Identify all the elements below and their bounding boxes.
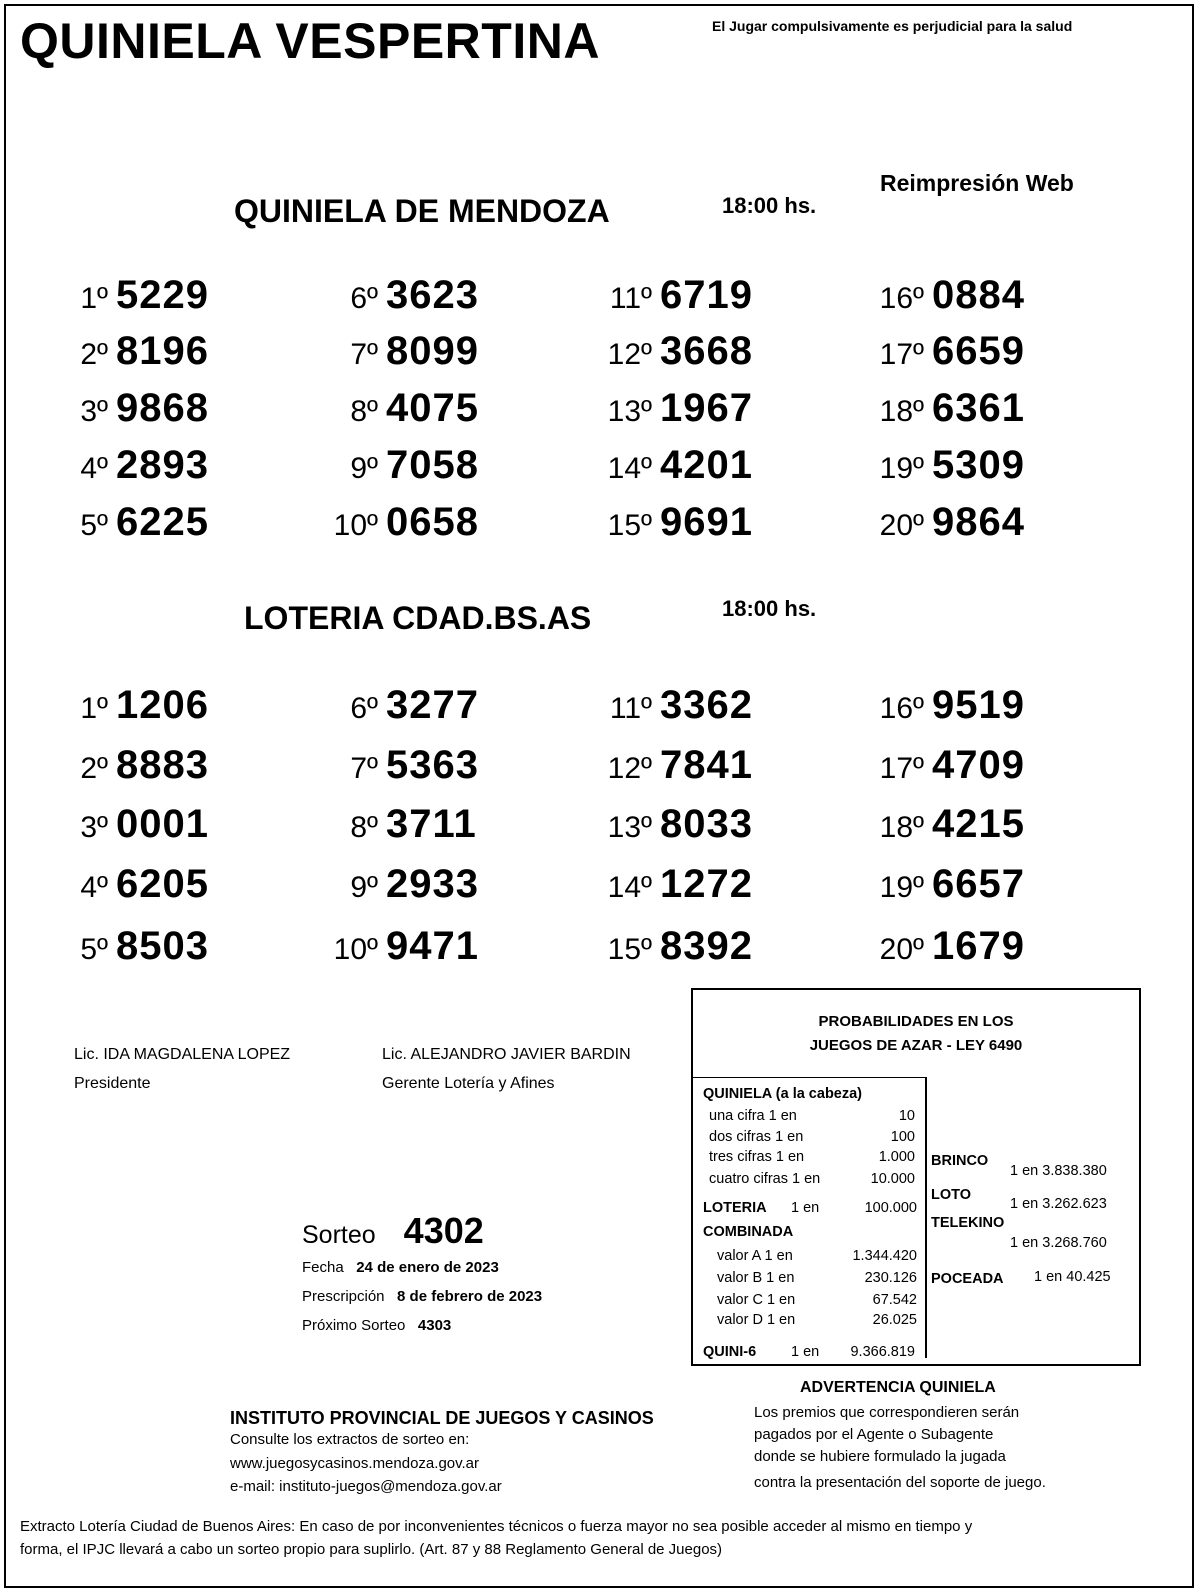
result-entry	[318, 924, 479, 969]
result-entry	[48, 862, 209, 907]
prescripcion-label: Prescripción	[302, 1288, 385, 1305]
result-number: 0001	[116, 802, 209, 846]
institute-email: e-mail: instituto-juegos@mendoza.gov.ar	[230, 1478, 502, 1495]
result-number: 7841	[660, 743, 753, 787]
probabilities-heading-line2: JUEGOS DE AZAR - LEY 6490	[809, 1037, 1023, 1054]
result-entry	[864, 329, 1025, 374]
result-entry	[864, 683, 1025, 728]
footer-line-2: forma, el IPJC llevará a cabo un sorteo propio para suplirlo. (Art. 87 y 88 Reglamento General de Juegos)	[20, 1541, 723, 1558]
telekino-prob-label: TELEKINO	[931, 1215, 1005, 1231]
result-number: 5229	[116, 273, 209, 317]
result-entry	[592, 273, 753, 318]
institute-line-1: Consulte los extractos de sorteo en:	[230, 1431, 470, 1448]
result-number: 4075	[386, 386, 479, 430]
result-entry	[864, 862, 1025, 907]
combinada-prob-row-label: valor C 1 en	[717, 1292, 796, 1308]
fecha-row	[302, 1259, 499, 1276]
result-position: 9º	[350, 452, 378, 485]
advertencia-title: ADVERTENCIA QUINIELA	[800, 1379, 996, 1396]
result-number: 3668	[660, 329, 753, 373]
mendoza-time: 18:00 hs.	[722, 193, 817, 218]
result-position: 2º	[80, 752, 108, 785]
result-number: 6719	[660, 273, 753, 317]
fecha-value: 24 de enero de 2023	[356, 1259, 499, 1276]
result-number: 8883	[116, 743, 209, 787]
result-position: 13º	[607, 395, 652, 428]
result-entry	[318, 443, 479, 488]
prescripcion-value: 8 de febrero de 2023	[397, 1288, 543, 1305]
brinco-prob-value: 1 en 3.838.380	[1010, 1163, 1107, 1179]
result-position: 8º	[350, 811, 378, 844]
signature-right-role: Gerente Lotería y Afines	[382, 1075, 555, 1092]
quini6-prob-en: 1 en	[791, 1344, 820, 1360]
result-entry	[48, 743, 209, 788]
result-entry	[318, 743, 479, 788]
brinco-prob-label: BRINCO	[931, 1153, 989, 1169]
result-entry	[592, 683, 753, 728]
result-entry	[592, 862, 753, 907]
result-entry	[592, 329, 753, 374]
result-number: 6659	[932, 329, 1025, 373]
result-number: 3362	[660, 683, 753, 727]
signature-left-name: Lic. IDA MAGDALENA LOPEZ	[74, 1046, 291, 1063]
result-number: 8503	[116, 924, 209, 968]
result-number: 6225	[116, 500, 209, 544]
institute-website: www.juegosycasinos.mendoza.gov.ar	[230, 1455, 480, 1472]
quiniela-prob-title: QUINIELA (a la cabeza)	[703, 1086, 863, 1102]
poceada-prob-label: POCEADA	[931, 1271, 1004, 1287]
result-position: 18º	[879, 395, 924, 428]
result-number: 9868	[116, 386, 209, 430]
result-entry	[864, 500, 1025, 545]
result-position: 19º	[879, 871, 924, 904]
result-position: 18º	[879, 811, 924, 844]
ciudad-title: LOTERIA CDAD.BS.AS	[244, 600, 592, 636]
result-entry	[864, 386, 1025, 431]
loteria-prob-label: LOTERIA	[703, 1200, 767, 1216]
signature-left-role: Presidente	[74, 1075, 151, 1092]
sorteo-label: Sorteo	[302, 1221, 376, 1249]
result-position: 2º	[80, 338, 108, 371]
proximo-label: Próximo Sorteo	[302, 1317, 406, 1334]
quiniela-prob-row-value: 10.000	[870, 1171, 915, 1187]
institute-title: INSTITUTO PROVINCIAL DE JUEGOS Y CASINOS	[230, 1408, 654, 1428]
poceada-prob-value: 1 en 40.425	[1034, 1269, 1111, 1285]
page-title: QUINIELA VESPERTINA	[20, 13, 600, 69]
combinada-prob-title: COMBINADA	[703, 1224, 794, 1240]
result-position: 7º	[350, 338, 378, 371]
advertencia-line-2: pagados por el Agente o Subagente	[754, 1426, 994, 1443]
result-entry	[592, 743, 753, 788]
result-position: 5º	[80, 933, 108, 966]
combinada-prob-row-value: 67.542	[872, 1292, 917, 1308]
quiniela-prob-row-value: 1.000	[878, 1149, 915, 1165]
result-number: 9691	[660, 500, 753, 544]
result-number: 4201	[660, 443, 753, 487]
result-entry	[864, 273, 1025, 318]
combinada-prob-row-label: valor D 1 en	[717, 1312, 796, 1328]
footer-line-1: Extracto Lotería Ciudad de Buenos Aires: En caso de por inconvenientes técnicos o fuerza mayor no sea posible acceder al mismo en tiempo y	[20, 1518, 973, 1535]
result-position: 1º	[80, 282, 108, 315]
result-entry	[592, 802, 753, 847]
result-position: 3º	[80, 811, 108, 844]
result-position: 3º	[80, 395, 108, 428]
result-entry	[592, 443, 753, 488]
result-position: 9º	[350, 871, 378, 904]
result-position: 8º	[350, 395, 378, 428]
probabilities-heading	[693, 1010, 1139, 1058]
proximo-value: 4303	[417, 1317, 452, 1334]
result-number: 6361	[932, 386, 1025, 430]
quini6-prob-label: QUINI-6	[703, 1344, 757, 1360]
signature-right-name: Lic. ALEJANDRO JAVIER BARDIN	[382, 1046, 631, 1063]
result-entry	[318, 386, 479, 431]
sorteo-number: 4302	[403, 1210, 484, 1251]
loto-prob-label: LOTO	[931, 1187, 972, 1203]
probabilities-box	[691, 988, 1141, 1366]
result-entry	[318, 802, 477, 847]
quiniela-prob-row-value: 100	[890, 1129, 915, 1145]
result-entry	[48, 443, 209, 488]
result-number: 9471	[386, 924, 479, 968]
result-entry	[48, 683, 209, 728]
sorteo-block	[302, 1210, 484, 1252]
result-entry	[48, 329, 209, 374]
result-number: 3711	[386, 802, 477, 846]
result-position: 10º	[333, 933, 378, 966]
result-position: 14º	[607, 871, 652, 904]
advertencia-line-4: contra la presentación del soporte de juego.	[754, 1474, 1046, 1491]
mendoza-title: QUINIELA DE MENDOZA	[234, 193, 610, 229]
result-number: 1967	[660, 386, 753, 430]
result-entry	[318, 273, 479, 318]
loto-prob-value: 1 en 3.262.623	[1010, 1196, 1107, 1212]
result-position: 13º	[607, 811, 652, 844]
fecha-label: Fecha	[302, 1259, 344, 1276]
result-position: 20º	[879, 509, 924, 542]
result-position: 12º	[607, 752, 652, 785]
result-number: 5309	[932, 443, 1025, 487]
ciudad-time: 18:00 hs.	[722, 596, 817, 621]
result-entry	[864, 924, 1025, 969]
result-number: 2933	[386, 862, 479, 906]
combinada-prob-row-value: 230.126	[864, 1270, 917, 1286]
result-entry	[48, 802, 209, 847]
result-number: 9519	[932, 683, 1025, 727]
result-entry	[318, 500, 479, 545]
result-number: 9864	[932, 500, 1025, 544]
result-position: 12º	[607, 338, 652, 371]
result-entry	[48, 500, 209, 545]
quiniela-prob-row-label: una cifra 1 en	[709, 1108, 797, 1124]
result-number: 6657	[932, 862, 1025, 906]
result-number: 8392	[660, 924, 753, 968]
result-number: 1206	[116, 683, 209, 727]
result-number: 6205	[116, 862, 209, 906]
result-number: 8099	[386, 329, 479, 373]
result-number: 8196	[116, 329, 209, 373]
result-position: 15º	[607, 933, 652, 966]
result-position: 19º	[879, 452, 924, 485]
quiniela-prob-row-label: dos cifras 1 en	[709, 1129, 804, 1145]
result-entry	[592, 386, 753, 431]
result-entry	[318, 683, 479, 728]
result-position: 17º	[879, 338, 924, 371]
result-number: 0884	[932, 273, 1025, 317]
result-entry	[864, 443, 1025, 488]
result-position: 11º	[609, 282, 652, 315]
gambling-warning: El Jugar compulsivamente es perjudicial para la salud	[712, 18, 1073, 34]
reprint-label: Reimpresión Web	[880, 170, 1074, 196]
result-entry	[48, 924, 209, 969]
result-position: 10º	[333, 509, 378, 542]
result-number: 1272	[660, 862, 753, 906]
result-number: 1679	[932, 924, 1025, 968]
result-position: 16º	[879, 692, 924, 725]
result-position: 15º	[607, 509, 652, 542]
prescripcion-row	[302, 1288, 542, 1305]
result-number: 3623	[386, 273, 479, 317]
result-number: 5363	[386, 743, 479, 787]
result-entry	[592, 924, 753, 969]
result-position: 6º	[350, 692, 378, 725]
result-entry	[318, 329, 479, 374]
combinada-prob-row-label: valor B 1 en	[717, 1270, 795, 1286]
result-position: 11º	[609, 692, 652, 725]
quiniela-prob-row-label: cuatro cifras 1 en	[709, 1171, 821, 1187]
result-entry	[48, 273, 209, 318]
quiniela-prob-row-label: tres cifras 1 en	[709, 1149, 805, 1165]
result-number: 3277	[386, 683, 479, 727]
quini6-prob-value: 9.366.819	[850, 1344, 915, 1360]
result-position: 16º	[879, 282, 924, 315]
quiniela-prob-row-value: 10	[898, 1108, 915, 1124]
result-entry	[318, 862, 479, 907]
result-number: 4709	[932, 743, 1025, 787]
result-entry	[864, 802, 1025, 847]
result-number: 0658	[386, 500, 479, 544]
result-entry	[48, 386, 209, 431]
result-position: 4º	[80, 871, 108, 904]
combinada-prob-row-value: 1.344.420	[852, 1248, 917, 1264]
result-position: 14º	[607, 452, 652, 485]
advertencia-line-1: Los premios que correspondieren serán	[754, 1404, 1020, 1421]
result-number: 2893	[116, 443, 209, 487]
loteria-prob-en: 1 en	[791, 1200, 820, 1216]
result-position: 5º	[80, 509, 108, 542]
telekino-prob-value: 1 en 3.268.760	[1010, 1235, 1107, 1251]
loteria-prob-value: 100.000	[864, 1200, 917, 1216]
result-position: 4º	[80, 452, 108, 485]
result-entry	[864, 743, 1025, 788]
proximo-row	[302, 1317, 451, 1334]
result-position: 6º	[350, 282, 378, 315]
result-number: 4215	[932, 802, 1025, 846]
result-position: 17º	[879, 752, 924, 785]
combinada-prob-row-value: 26.025	[872, 1312, 917, 1328]
result-position: 1º	[80, 692, 108, 725]
advertencia-line-3: donde se hubiere formulado la jugada	[754, 1448, 1006, 1465]
result-position: 20º	[879, 933, 924, 966]
result-position: 7º	[350, 752, 378, 785]
result-number: 8033	[660, 802, 753, 846]
result-number: 7058	[386, 443, 479, 487]
probabilities-heading-line1: PROBABILIDADES EN LOS	[818, 1013, 1014, 1030]
result-entry	[592, 500, 753, 545]
combinada-prob-row-label: valor A 1 en	[717, 1248, 793, 1264]
